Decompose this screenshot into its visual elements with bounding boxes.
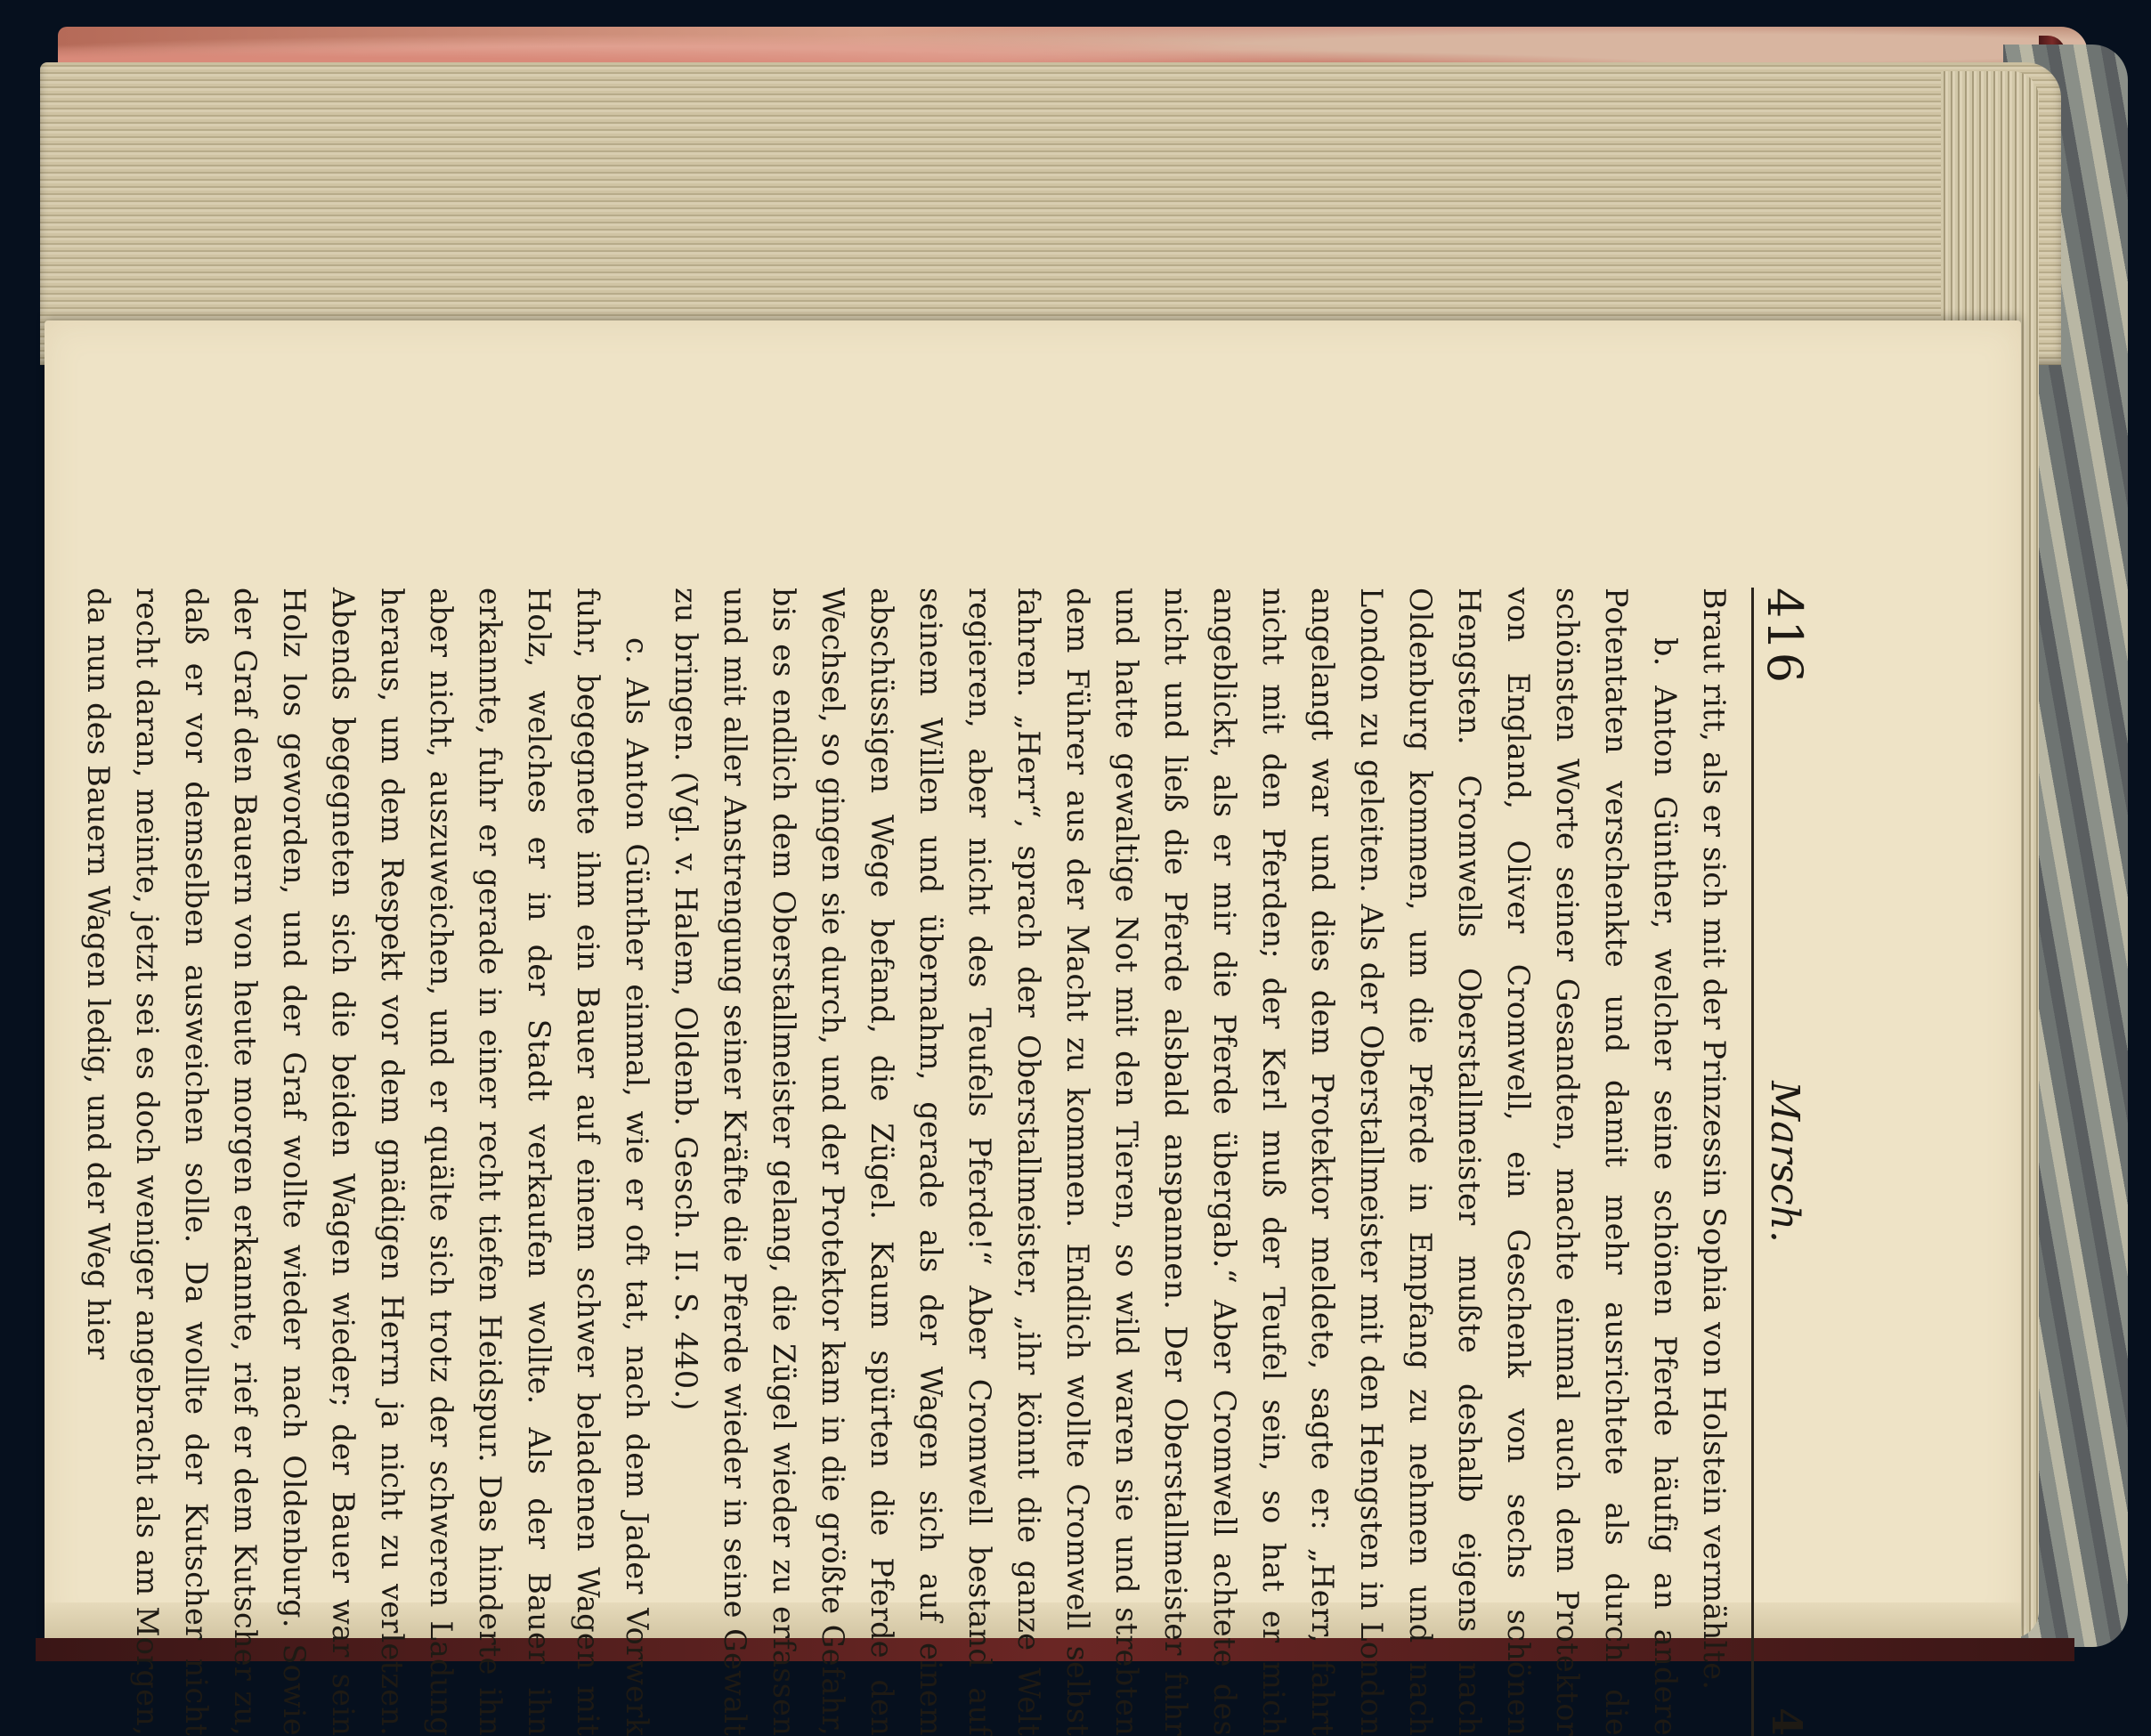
paragraph-c: c. Als Anton Günther einmal, wie er oft tat, nach dem Jader Vorwerk fuhr, begegnete ihm ein Bauer auf einem schwer beladenen Wagen mit Holz, welches er in der Stadt verkaufen wollte. Als der Bauer ihn erkannte, fuhr er gerade in einer recht tiefen Heidspur. Das hinderte ihn aber nicht, auszuweichen, und er quälte sich trotz der schweren Ladung heraus, um dem Respekt vor dem gnädigen Herrn ja nicht zu verletzen. Abends begegneten sich die beiden Wagen wieder; der Bauer war sein Holz los geworden, und der Graf wollte wieder nach Oldenburg. Sowie der Graf den Bauern von heute morgen erkannte, rief er dem Kutscher zu, daß er vor demselben ausweichen solle. Da wollte der Kutscher nicht recht daran, meinte, jetzt sei es doch weniger angebracht als am Morgen, da nun des Bauern Wagen ledig, und der Weg hier xyxy=(81,588,654,1736)
page-text-block xyxy=(74,588,1816,1736)
running-head: Marsch. xyxy=(1762,1081,1807,1243)
page-number: 416 xyxy=(1757,588,1813,685)
page-edges xyxy=(40,62,2061,365)
pencil-mark: 4 xyxy=(1763,1707,1811,1736)
paragraph-continuation: Braut ritt, als er sich mit der Prinzessin Sophia von Holstein vermählte. xyxy=(1697,588,1732,1691)
paragraph-b: b. Anton Günther, welcher seine schönen Pferde häufig an andere Potentaten verschenkte und damit mehr ausrichtete als durch die schönsten Worte seiner Gesandten, machte einmal auch dem Protektor von England, Oliver Cromwell, ein Geschenk von sechs schönen Hengsten. Cromwells Oberstallmeister mußte deshalb eigens nach Oldenburg kommen, um die Pferde in Empfang zu nehmen und nach London zu geleiten. Als der Oberstallmeister mit den Hengsten in London angelangt war und dies dem Protektor meldete, sagte er: „Herr, fahrt nicht mit den Pferden; der Kerl muß der Teufel sein, so hat er mich angeblickt, als er mir die Pferde übergab.“ Aber Cromwell achtete des nicht und ließ die Pferde alsbald anspannen. Der Oberstallmeister fuhr und hatte gewaltige Not mit den Tieren, so wild waren sie und strebten dem Führer aus der Macht zu kommen. Endlich wollte Cromwell selbst fahren. „Herr“, sprach der Oberstallmeister, „ihr könnt die ganze Welt regieren, aber nicht des Teufels Pferde!“ Aber Cromwell bestand auf seinem Willen und übernahm, gerade als der Wagen sich auf einem abschüssigen Wege befand, die Zügel. Kaum spürten die Pferde den Wechsel, so gingen sie durch, und der Protektor kam in die größte Gefahr, bis es endlich dem Oberstallmeister gelang, die Zügel wieder zu erfassen und mit aller Anstrengung seiner Kräfte die Pferde wieder in seine Gewalt zu bringen. (Vgl. v. Halem, Oldenb. Gesch. II. S. 440.) xyxy=(669,588,1683,1736)
page-header xyxy=(1751,588,1816,1736)
